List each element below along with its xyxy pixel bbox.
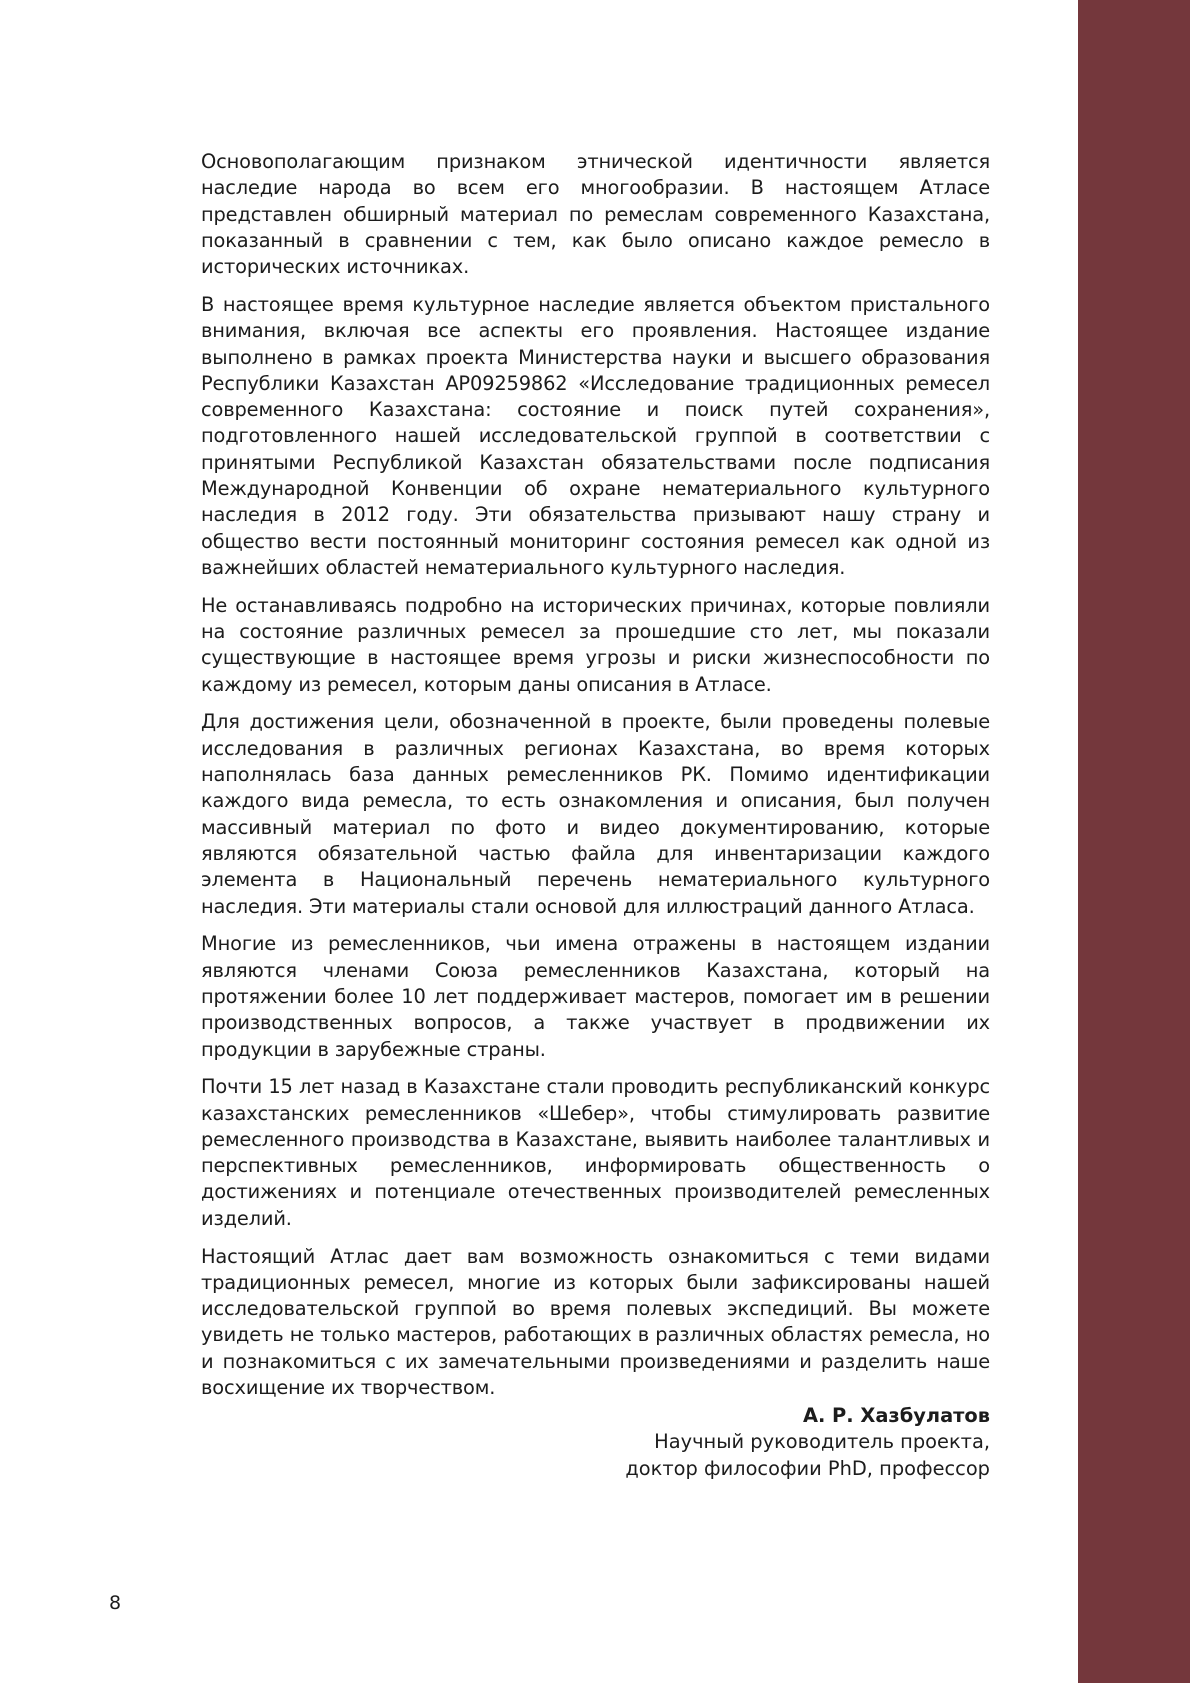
page-number: 8 xyxy=(109,1592,122,1614)
paragraph: Настоящий Атлас дает вам возможность ознакомиться с теми видами традиционных ремесел, многие из которых были зафиксированы нашей исследовательской группой во время полевых экспедиций. Вы можете увидеть не только мастеров, работающих в различных областях ремесла, но и познакомиться с их замечательными произведениями и разделить наше восхищение их творчеством. xyxy=(201,1244,990,1400)
decorative-side-band xyxy=(1078,0,1190,1683)
paragraph: Почти 15 лет назад в Казахстане стали проводить республиканский конкурс казахстанских ремесленников «Шебер», чтобы стимулировать развитие ремесленного производства в Казахстане, выявить наиболее талантливых и перспективных ремесленников, информировать общественность о достижениях и потенциале отечественных производителей ремесленных изделий. xyxy=(201,1075,990,1230)
paragraph: Не останавливаясь подробно на исторических причинах, которые повлияли на состояние различных ремесел за прошедшие сто лет, мы показали существующие в настоящее время угрозы и риски жизнеспособности по каждому из ремесел, которым даны описания в Атласе. xyxy=(201,593,990,696)
paragraph: Основополагающим признаком этнической идентичности является наследие народа во всем его многообразии. В настоящем Атласе представлен обширный материал по ремеслам современного Казахстана, показанный в сравнении с тем, как было описано каждое ремесло в исторических источниках. xyxy=(201,150,990,279)
paragraph: Для достижения цели, обозначенной в проекте, были проведены полевые исследования в различных регионах Казахстана, во время которых наполнялась база данных ремесленников РК. Помимо идентификации каждого вида ремесла, то есть ознакомления и описания, был получен массивный материал по фото и видео документированию, которые являются обязательной частью файла для инвентаризации каждого элемента в Национальный перечень нематериального культурного наследия. Эти материалы стали основой для иллюстраций данного Атласа. xyxy=(201,710,990,918)
author-role: Научный руководитель проекта, xyxy=(654,1430,990,1454)
signature-block xyxy=(540,1403,990,1482)
body-text xyxy=(201,149,990,1413)
paragraph: В настоящее время культурное наследие является объектом пристального внимания, включая все аспекты его проявления. Настоящее издание выполнено в рамках проекта Министерства науки и высшего образования Республики Казахстан AP09259862 «Исследование традиционных ремесел современного Казахстана: состояние и поиск путей сохранения», подготовленного нашей исследовательской группой в соответствии с принятыми Республикой Казахстан обязательствами после подписания Международной Конвенции об охране нематериального культурного наследия в 2012 году. Эти обязательства призывают нашу страну и общество вести постоянный мониторинг состояния ремесел как одной из важнейших областей нематериального культурного наследия. xyxy=(201,292,990,579)
author-name: А. Р. Хазбулатов xyxy=(802,1404,990,1427)
paragraph: Многие из ремесленников, чьи имена отражены в настоящем издании являются членами Союза ремесленников Казахстана, который на протяжении более 10 лет поддерживает мастеров, помогает им в решении производственных вопросов, а также участвует в продвижении их продукции в зарубежные страны. xyxy=(201,932,990,1061)
author-degree: доктор философии PhD, профессор xyxy=(625,1456,990,1480)
